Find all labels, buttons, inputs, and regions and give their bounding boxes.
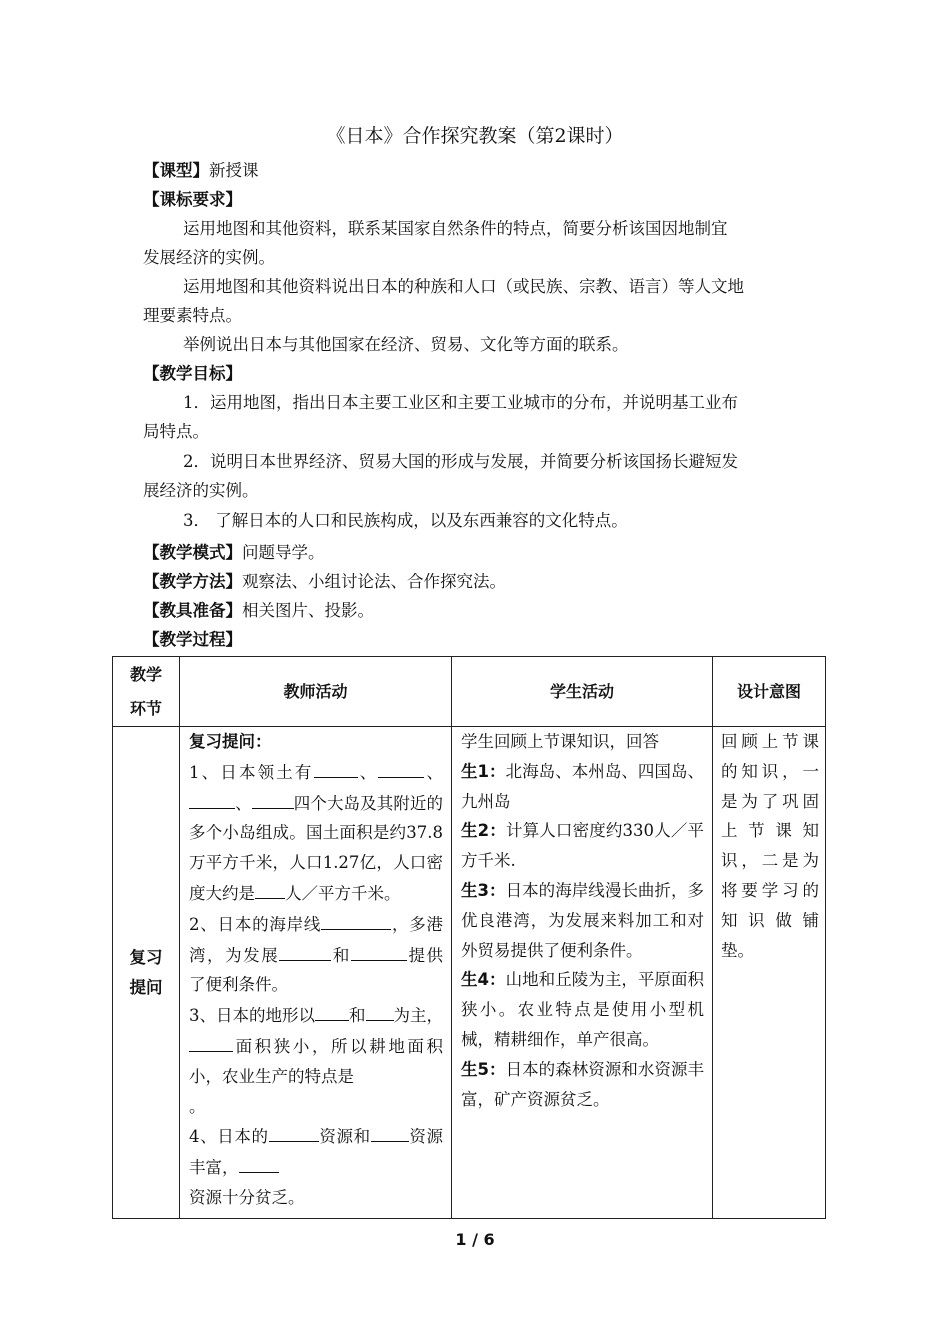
method-value: 观察法、小组讨论法、合作探究法。 <box>242 572 506 591</box>
q4-part-a: 4、日本的 <box>189 1127 269 1147</box>
q3-part-d: 面积狭小，所以耕地面积小，农业生产的特点是 <box>189 1036 443 1086</box>
q1-part-d: 、 <box>235 793 252 813</box>
objective-3: 3． 了解日本的人口和民族构成，以及东西兼容的文化特点。 <box>183 511 628 530</box>
q4-part-c: 资源丰富， <box>189 1127 444 1178</box>
stage-text: 复习提问 <box>129 947 163 997</box>
q3-part-b: 和 <box>349 1006 366 1026</box>
standards-p1b: 发展经济的实例。 <box>143 248 275 267</box>
student-1-answer: 北海岛、本州岛、四国岛、九州岛 <box>461 761 704 811</box>
standards-p2b: 理要素特点。 <box>143 306 242 325</box>
answer-blank <box>279 940 331 961</box>
mode-line <box>143 538 813 567</box>
lesson-type-value: 新授课 <box>209 161 259 180</box>
objectives-label: 【教学目标】 <box>143 364 242 383</box>
teaching-process-table <box>112 656 826 1219</box>
q2-part-c: 港湾，为发展 <box>189 914 444 965</box>
tools-label: 【教具准备】 <box>143 601 242 620</box>
answer-blank <box>366 1000 394 1021</box>
header-teacher: 教师活动 <box>180 657 452 727</box>
student-activity <box>452 727 712 1114</box>
answer-blank <box>378 757 424 778</box>
student-intro: 学生回顾上节课知识，回答 <box>461 732 659 751</box>
header-stage-text: 教学环节 <box>129 664 162 718</box>
student-5-label: 生5： <box>461 1059 506 1079</box>
page-number: 1 / 6 <box>455 1230 495 1249</box>
header-intent: 设计意图 <box>713 657 826 727</box>
q2-part-b: ，多 <box>391 914 427 934</box>
answer-blank <box>189 788 235 809</box>
answer-blank <box>239 1152 279 1173</box>
intent-cell <box>713 727 826 1219</box>
standards-p2a: 运用地图和其他资料说出日本的种族和人口（或民族、宗教、语言）等人文地 <box>183 277 744 296</box>
q1-part-e: 四个大岛及其附近的多个小岛组成。国土面积是约37.8万平方千米，人口1.27亿，人口密度大约是 <box>189 793 444 903</box>
teacher-heading: 复习提问： <box>189 732 272 751</box>
standards-p3: 举例说出日本与其他国家在经济、贸易、文化等方面的联系。 <box>183 335 629 354</box>
stage-cell <box>113 727 180 1219</box>
method-line <box>143 567 813 596</box>
q3-part-e: 。 <box>189 1096 206 1116</box>
header-stage <box>113 657 180 727</box>
standards-label: 【课标要求】 <box>143 190 242 209</box>
q2-part-e: 提供了便利条件。 <box>189 945 444 995</box>
design-intent: 回顾上节课的知识，一是为了巩固上节课知识，二是为将要学习的知识做铺垫。 <box>721 732 819 960</box>
teacher-cell <box>180 727 452 1219</box>
q3-part-a: 3、日本的地形以 <box>189 1006 315 1026</box>
student-4-answer: 山地和丘陵为主，平原面积狭小。农业特点是使用小型机械，精耕细作，单产很高。 <box>461 970 704 1049</box>
answer-blank <box>371 1121 409 1142</box>
mode-label: 【教学模式】 <box>143 543 242 562</box>
q1-part-c: 、 <box>424 762 444 782</box>
header-student: 学生活动 <box>452 657 713 727</box>
answer-blank <box>321 909 391 930</box>
objective-1b: 局特点。 <box>143 422 209 441</box>
q4-part-b: 资源和 <box>318 1127 371 1147</box>
answer-blank <box>269 1121 319 1142</box>
document-title: 《日本》合作探究教案（第2课时） <box>326 125 624 147</box>
student-2-answer: 计算人口密度约330人／平方千米. <box>461 821 704 871</box>
answer-blank <box>189 1031 233 1052</box>
lesson-type-label: 【课型】 <box>143 161 209 180</box>
student-3-answer: 日本的海岸线漫长曲折，多优良港湾，为发展来料加工和对外贸易提供了便利条件。 <box>461 880 704 960</box>
teacher-activity <box>180 727 451 1213</box>
objectives-heading <box>143 359 813 388</box>
q1-part-b: 、 <box>357 762 379 782</box>
student-1-label: 生1： <box>461 761 506 781</box>
student-2-label: 生2： <box>461 821 506 841</box>
table-row <box>113 727 826 1219</box>
q1-part-a: 1、日本领土有 <box>189 762 314 782</box>
answer-blank <box>255 878 285 899</box>
standards-p1a: 运用地图和其他资料，联系某国家自然条件的特点，简要分析该国因地制宜 <box>183 219 728 238</box>
process-label: 【教学过程】 <box>143 630 242 649</box>
tools-value: 相关图片、投影。 <box>242 601 374 620</box>
q3-part-c: 为主， <box>393 1006 443 1026</box>
student-cell <box>452 727 713 1219</box>
student-3-label: 生3： <box>461 880 506 900</box>
tools-line <box>143 596 813 625</box>
process-heading <box>143 625 813 654</box>
student-4-label: 生4： <box>461 970 506 990</box>
student-5-answer: 日本的森林资源和水资源丰富，矿产资源贫乏。 <box>461 1059 704 1109</box>
objective-2b: 展经济的实例。 <box>143 481 259 500</box>
method-label: 【教学方法】 <box>143 572 242 591</box>
mode-value: 问题导学。 <box>242 543 325 562</box>
q2-part-a: 2、日本的海岸线 <box>189 914 322 934</box>
table-header-row <box>113 657 826 727</box>
standards-heading <box>143 185 813 214</box>
lesson-type-line <box>143 156 813 185</box>
q1-part-f: 人／平方千米。 <box>285 883 401 903</box>
objective-2a: 2．说明日本世界经济、贸易大国的形成与发展，并简要分析该国扬长避短发 <box>183 452 738 471</box>
answer-blank <box>315 1000 349 1021</box>
answer-blank <box>314 757 358 778</box>
q2-part-d: 和 <box>331 945 351 965</box>
answer-blank <box>351 940 407 961</box>
answer-blank <box>252 788 294 809</box>
objective-1a: 1．运用地图，指出日本主要工业区和主要工业城市的分布，并说明基工业布 <box>183 393 738 412</box>
q4-part-d: 资源十分贫乏。 <box>189 1187 305 1207</box>
